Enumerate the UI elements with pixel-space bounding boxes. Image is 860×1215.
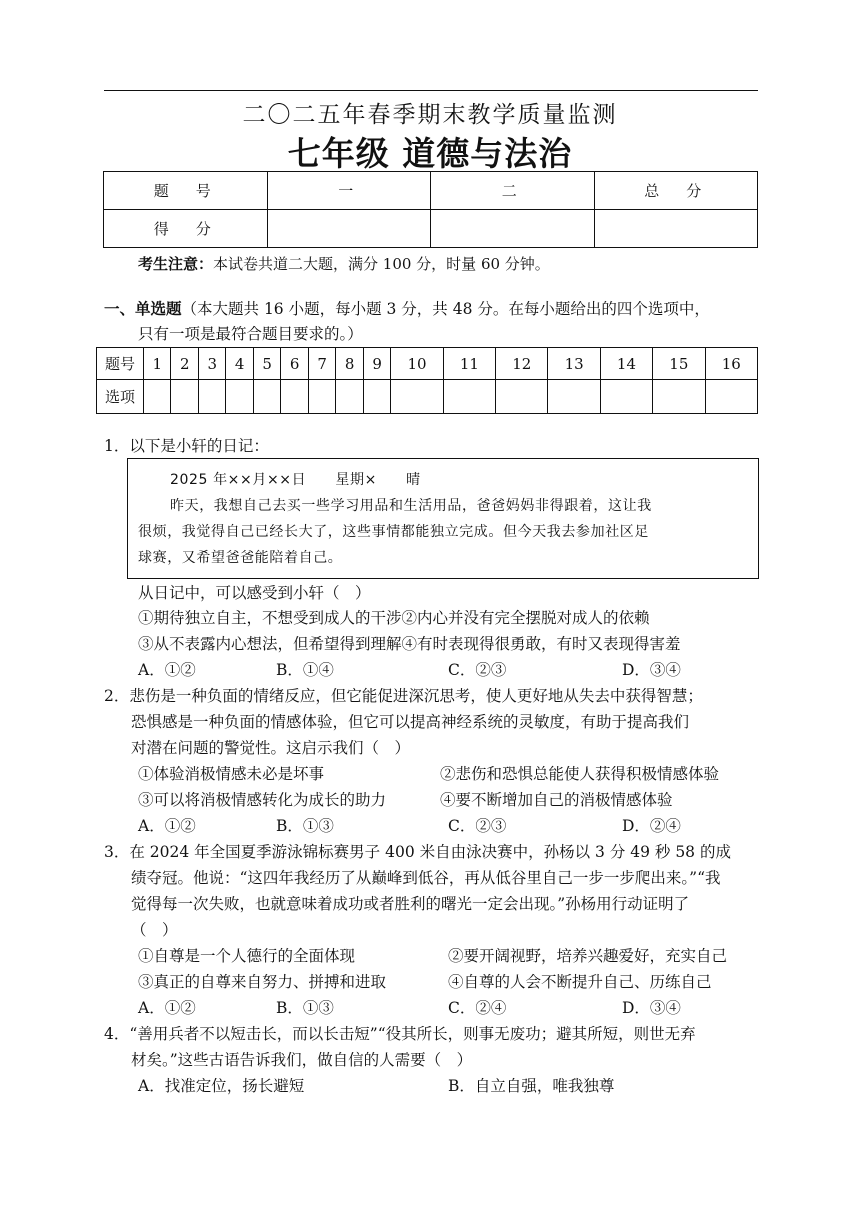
answer-number-cell: 9: [363, 348, 390, 380]
answer-number-cell: 15: [653, 348, 705, 380]
answer-number-cell: 6: [281, 348, 308, 380]
q3-stem: 绩夺冠。他说：“这四年我经历了从巅峰到低谷，再从低谷里自己一步一步爬出来。”“我: [131, 869, 721, 887]
answer-number-row: [97, 348, 758, 380]
q2-option-d[interactable]: D．②④: [622, 817, 681, 835]
score-table-score-row: [104, 210, 758, 248]
answer-blank-cell[interactable]: [336, 380, 363, 414]
q4-stem: 材矣。”这些古语告诉我们，做自信的人需要（ ）: [131, 1051, 473, 1069]
answer-row-label: 题号: [97, 348, 144, 380]
q4-stem: 4．“善用兵者不以短击长，而以长击短”“役其所长，则事无废功；避其所短，则世无弃: [104, 1025, 696, 1043]
answer-number-cell: 1: [144, 348, 171, 380]
score-cell: 总 分: [594, 172, 758, 210]
notice-label: 考生注意：: [138, 255, 214, 273]
answer-number-cell: 2: [171, 348, 198, 380]
answer-blank-cell[interactable]: [496, 380, 548, 414]
score-blank-cell[interactable]: [431, 210, 595, 248]
q1-stem: 1．以下是小轩的日记：: [104, 437, 269, 455]
q3-statement: ④自尊的人会不断提升自己、历练自己: [448, 973, 712, 991]
diary-line: 昨天，我想自己去买一些学习用品和生活用品，爸爸妈妈非得跟着，这让我: [170, 498, 652, 514]
answer-blank-cell[interactable]: [144, 380, 171, 414]
score-table-header-row: [104, 172, 758, 210]
q1-option-b[interactable]: B．①④: [276, 661, 334, 679]
exam-subtitle: 二〇二五年春季期末教学质量监测: [242, 102, 618, 128]
q3-statement: ①自尊是一个人德行的全面体现: [138, 947, 356, 965]
q4-option-b[interactable]: B．自立自强，唯我独尊: [448, 1077, 615, 1095]
q2-option-b[interactable]: B．①③: [276, 817, 334, 835]
q2-stem: 2．悲伤是一种负面的情绪反应，但它能促进深沉思考，使人更好地从失去中获得智慧；: [104, 687, 703, 705]
q2-stem: 恐惧感是一种负面的情感体验，但它可以提高神经系统的灵敏度，有助于提高我们: [131, 713, 690, 731]
answer-blank-cell[interactable]: [443, 380, 495, 414]
top-rule: [104, 90, 758, 91]
answer-blank-cell[interactable]: [253, 380, 280, 414]
q1-option-d[interactable]: D．③④: [622, 661, 681, 679]
section1-desc-1: （本大题共 16 小题，每小题 3 分，共 48 分。在每小题给出的四个选项中，: [181, 300, 710, 318]
q2-statement: ②悲伤和恐惧总能使人获得积极情感体验: [440, 765, 720, 783]
answer-blank-cell[interactable]: [226, 380, 253, 414]
q3-statement: ③真正的自尊来自努力、拼搏和进取: [138, 973, 387, 991]
diary-box: [127, 458, 759, 579]
q3-option-c[interactable]: C．②④: [448, 999, 507, 1017]
diary-line: 球赛，又希望爸爸能陪着自己。: [138, 550, 343, 566]
score-blank-cell[interactable]: [267, 210, 431, 248]
q3-option-a[interactable]: A．①②: [138, 999, 196, 1017]
score-cell: 二: [431, 172, 595, 210]
score-blank-cell[interactable]: [594, 210, 758, 248]
score-cell: 得 分: [104, 210, 268, 248]
score-cell: 一: [267, 172, 431, 210]
q3-statement: ②要开阔视野，培养兴趣爱好，充实自己: [448, 947, 728, 965]
q3-stem: 觉得每一次失败，也就意味着成功或者胜利的曙光一定会出现。”孙杨用行动证明了: [131, 895, 690, 913]
answer-number-cell: 11: [443, 348, 495, 380]
q1-statement: ①期待独立自主，不想受到成人的干涉②内心并没有完全摆脱对成人的依赖: [138, 609, 650, 627]
exam-title: 七年级 道德与法治: [287, 134, 573, 173]
answer-blank-cell[interactable]: [653, 380, 705, 414]
exam-notice: [138, 253, 550, 274]
q2-option-c[interactable]: C．②③: [448, 817, 507, 835]
q2-statement: ①体验消极情感未必是坏事: [138, 765, 325, 783]
q2-stem: 对潜在问题的警觉性。这启示我们（ ）: [131, 739, 411, 757]
answer-blank-cell[interactable]: [363, 380, 390, 414]
diary-date: 2025 年××月××日 星期× 晴: [170, 472, 421, 488]
q2-statement: ④要不断增加自己的消极情感体验: [440, 791, 673, 809]
answer-row-label: 选项: [97, 380, 144, 414]
q2-statement: ③可以将消极情感转化为成长的助力: [138, 791, 387, 809]
answer-blank-cell[interactable]: [548, 380, 600, 414]
answer-blank-cell[interactable]: [198, 380, 225, 414]
answer-number-cell: 4: [226, 348, 253, 380]
notice-text: 本试卷共道二大题，满分 100 分，时量 60 分钟。: [213, 255, 550, 273]
answer-blank-cell[interactable]: [391, 380, 443, 414]
answer-table: [96, 347, 758, 414]
q1-option-a[interactable]: A．①②: [138, 661, 196, 679]
section1-heading-line: [104, 296, 710, 322]
q4-option-a[interactable]: A．找准定位，扬长避短: [138, 1077, 305, 1095]
answer-number-cell: 3: [198, 348, 225, 380]
diary-line: 很烦，我觉得自己已经长大了，这些事情都能独立完成。但今天我去参加社区足: [138, 524, 649, 540]
answer-number-cell: 13: [548, 348, 600, 380]
q1-ask: 从日记中，可以感受到小轩（ ）: [138, 584, 371, 602]
answer-option-row: [97, 380, 758, 414]
q2-option-a[interactable]: A．①②: [138, 817, 196, 835]
answer-number-cell: 16: [705, 348, 757, 380]
score-table: [103, 171, 758, 248]
answer-number-cell: 10: [391, 348, 443, 380]
answer-number-cell: 7: [308, 348, 335, 380]
q1-statement: ③从不表露内心想法，但希望得到理解④有时表现得很勇敢，有时又表现得害羞: [138, 635, 681, 653]
section1-desc-2: 只有一项是最符合题目要求的。）: [138, 325, 363, 343]
answer-number-cell: 12: [496, 348, 548, 380]
answer-number-cell: 5: [253, 348, 280, 380]
q3-option-b[interactable]: B．①③: [276, 999, 334, 1017]
q3-option-d[interactable]: D．③④: [622, 999, 681, 1017]
q3-stem: 3．在 2024 年全国夏季游泳锦标赛男子 400 米自由泳决赛中，孙杨以 3 分 49 秒 58 的成: [104, 843, 731, 861]
q1-option-c[interactable]: C．②③: [448, 661, 507, 679]
score-cell: 题 号: [104, 172, 268, 210]
answer-blank-cell[interactable]: [600, 380, 652, 414]
answer-number-cell: 14: [600, 348, 652, 380]
answer-blank-cell[interactable]: [281, 380, 308, 414]
answer-blank-cell[interactable]: [171, 380, 198, 414]
answer-blank-cell[interactable]: [308, 380, 335, 414]
answer-number-cell: 8: [336, 348, 363, 380]
q3-stem: （ ）: [131, 921, 178, 939]
section1-heading: 一、单选题: [104, 299, 182, 318]
answer-blank-cell[interactable]: [705, 380, 757, 414]
